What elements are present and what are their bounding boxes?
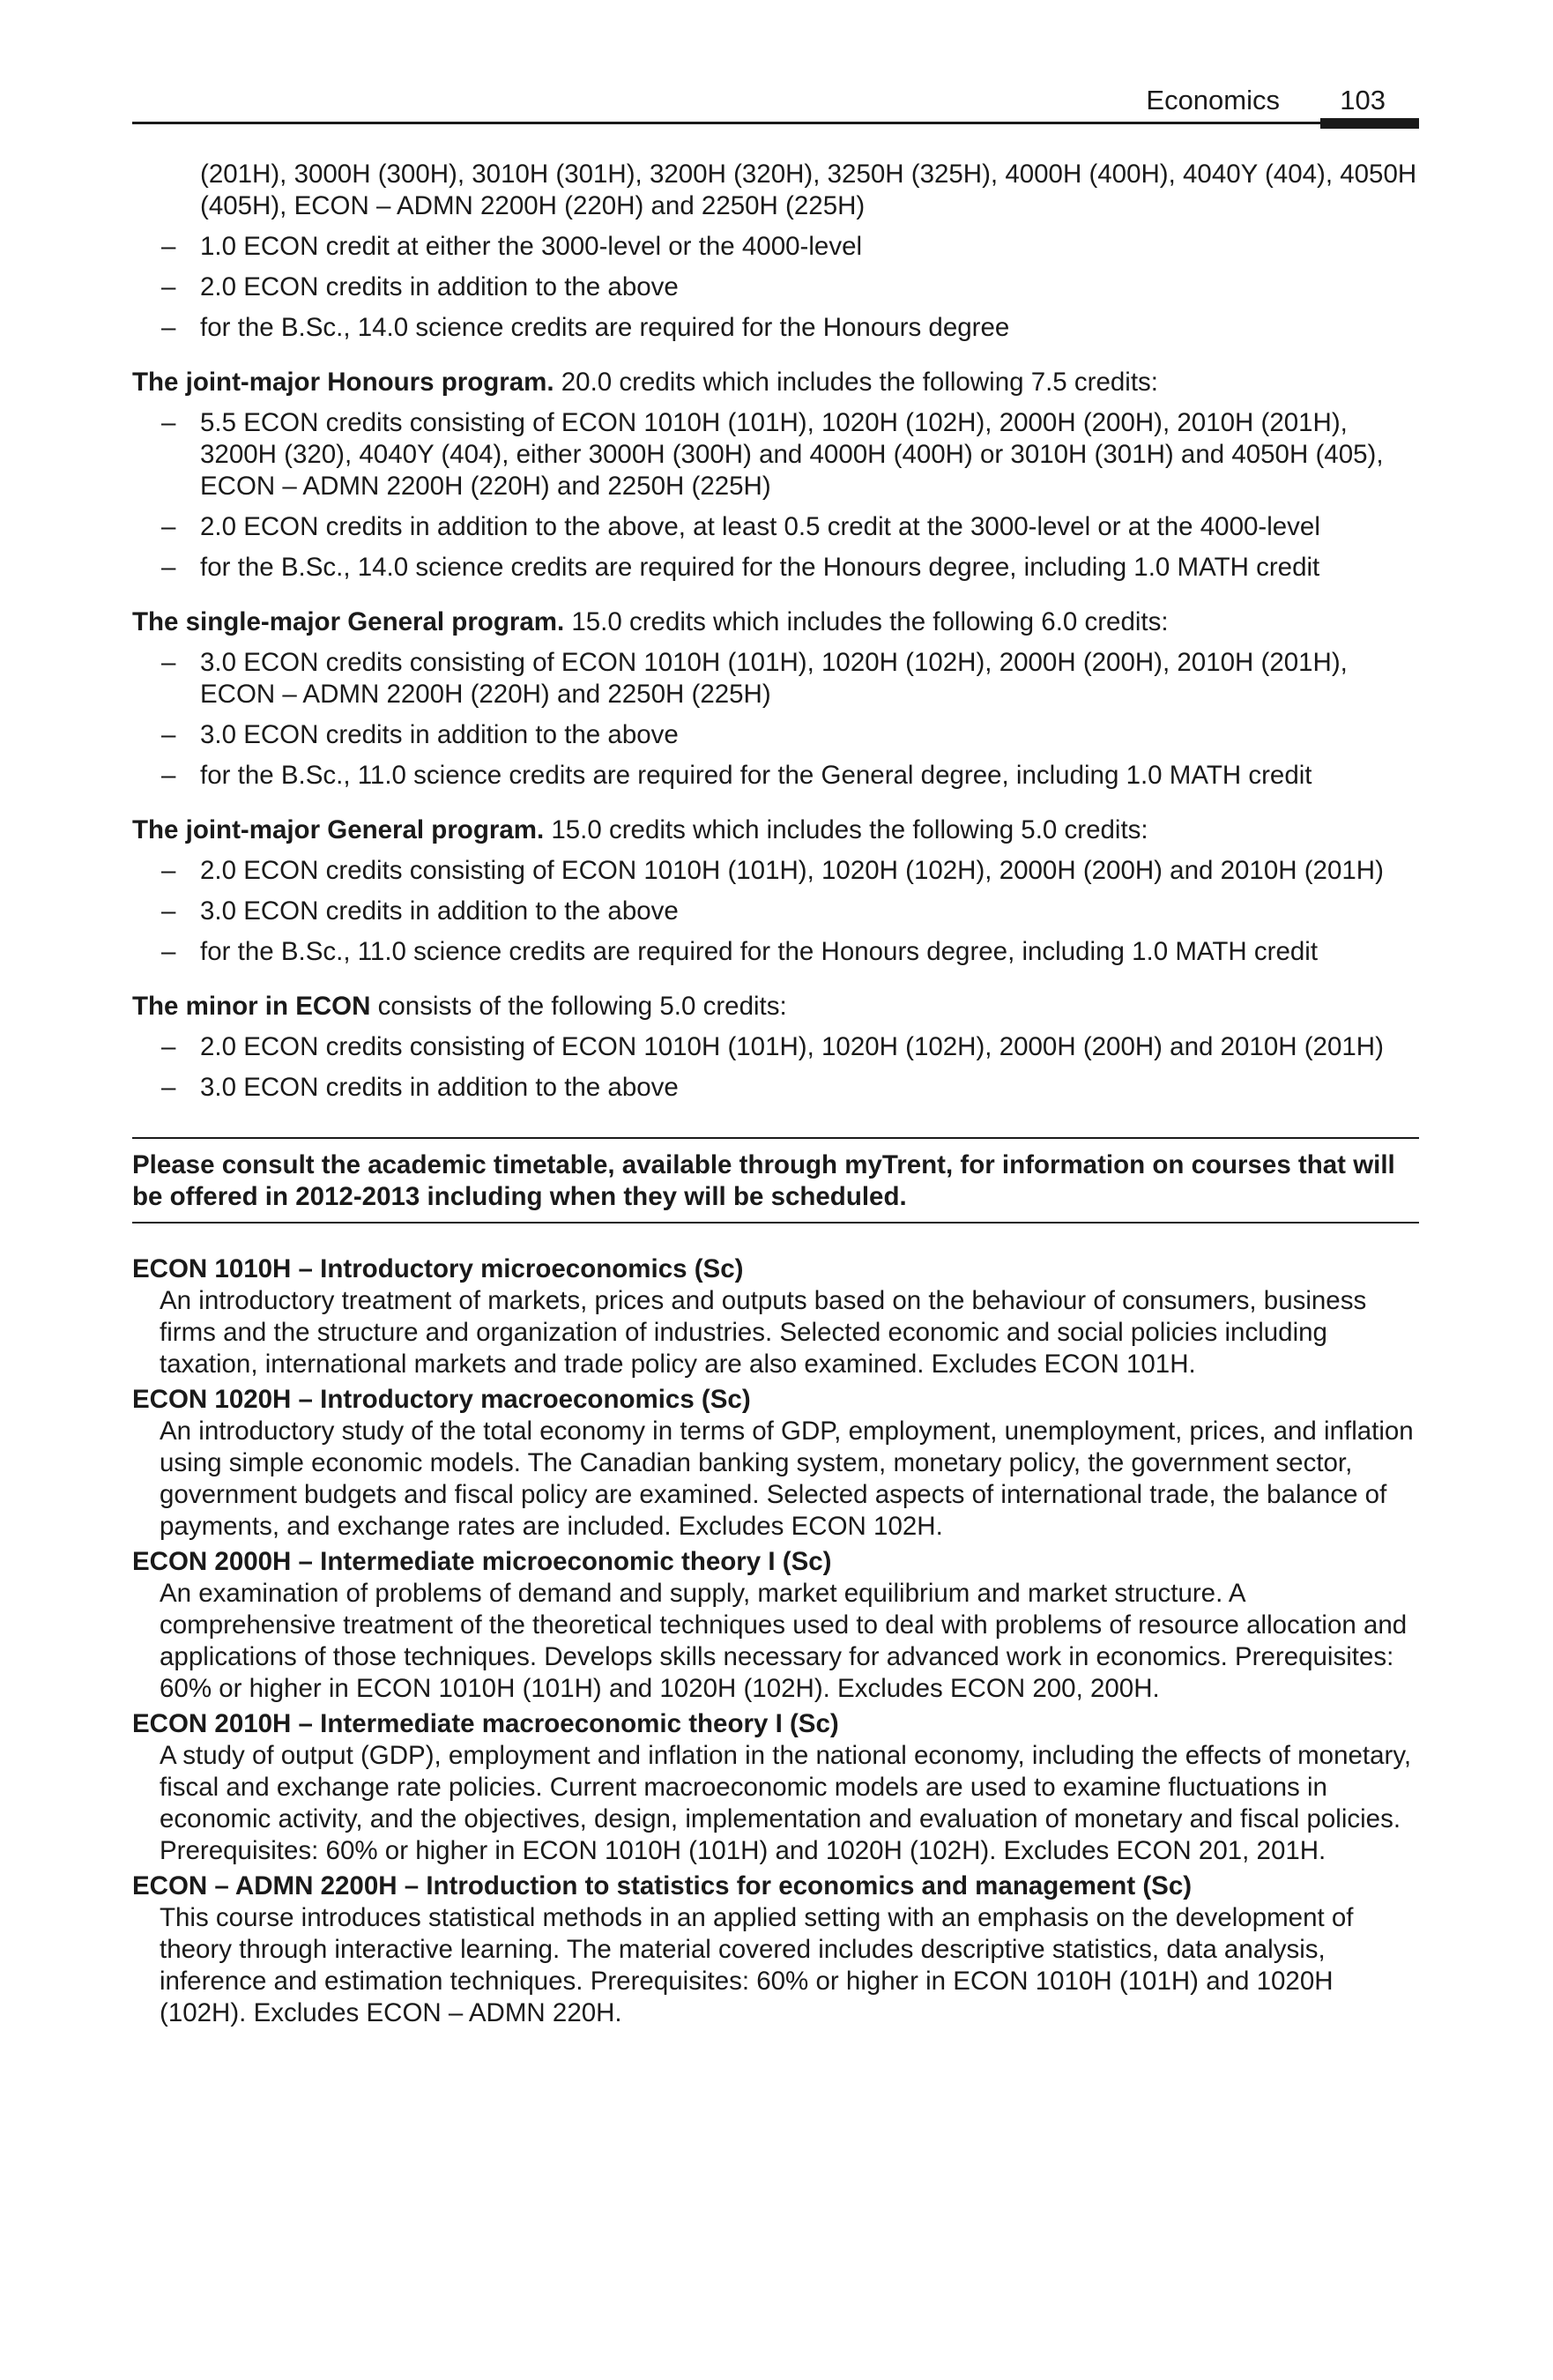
running-head-title: Economics	[1146, 85, 1280, 115]
program-intro: 15.0 credits which includes the following 5.0 credits:	[544, 815, 1148, 844]
list-item: – 2.0 ECON credits consisting of ECON 1010H (101H), 1020H (102H), 2000H (200H) and 2010H (201H)	[161, 1032, 1384, 1061]
program-heading	[132, 814, 1419, 846]
dash: –	[161, 1073, 176, 1102]
dash: –	[161, 761, 176, 790]
program-intro: 15.0 credits which includes the following 6.0 credits:	[564, 607, 1169, 636]
list-item: – 1.0 ECON credit at either the 3000-level or the 4000-level	[161, 232, 863, 261]
header-rule	[132, 122, 1377, 124]
course-entry	[132, 1384, 1419, 1543]
dash: –	[161, 408, 176, 437]
continued-program	[132, 159, 1419, 344]
course-description: This course introduces statistical methods in an applied setting with an emphasis on the development of theory through interactive learning. The material covered includes descriptive statistics, data analysis, inference and estimation techniques. Prerequisites: 60% or higher in ECON 1010H (101H) and 1020H (102H). Excludes ECON – ADMN 220H.	[160, 1903, 1354, 2027]
program-title: The joint-major Honours program.	[132, 368, 554, 397]
program-single-general	[132, 606, 1419, 792]
timetable-notice: Please consult the academic timetable, available through myTrent, for information on courses that will be offered in 2012-2013 including when they will be scheduled.	[132, 1137, 1419, 1223]
page-number: 103	[1340, 85, 1386, 115]
dash: –	[161, 896, 176, 926]
list-item: – for the B.Sc., 14.0 science credits are required for the Honours degree, including 1.0 MATH credit	[161, 553, 1320, 582]
dash: –	[161, 272, 176, 301]
program-heading	[132, 606, 1419, 638]
course-description: An introductory study of the total economy in terms of GDP, employment, unemployment, prices, and inflation using simple economic models. The Canadian banking system, monetary policy, the government sector, government budgets and fiscal policy are examined. Selected aspects of international trade, the balance of payments, and exchange rates are included. Excludes ECON 102H.	[160, 1417, 1414, 1541]
dash: –	[161, 648, 176, 677]
program-intro: 20.0 credits which includes the following 7.5 credits:	[554, 368, 1158, 397]
list-item: – for the B.Sc., 11.0 science credits are required for the Honours degree, including 1.0 MATH credit	[161, 937, 1319, 966]
course-description: An introductory treatment of markets, prices and outputs based on the behaviour of consumers, business firms and the structure and organization of industries. Selected economic and social policies including taxation, international markets and trade policy are also examined. Excludes ECON 101H.	[160, 1286, 1367, 1379]
course-entry	[132, 1546, 1419, 1705]
list-item: – 5.5 ECON credits consisting of ECON 1010H (101H), 1020H (102H), 2000H (200H), 2010H (201H), 3200H (320), 4040Y (404), either 3000H (300H) and 4000H (400H) or 3010H (301H) and 4050H (405), ECON – ADMN 2200H (220H) and 2250H (225H)	[161, 408, 1384, 501]
list-item: – 2.0 ECON credits in addition to the above	[161, 272, 679, 301]
dash: –	[161, 512, 176, 541]
dash: –	[161, 232, 176, 261]
program-title: The joint-major General program.	[132, 815, 545, 844]
course-description: A study of output (GDP), employment and inflation in the national economy, including the effects of monetary, fiscal and exchange rate policies. Current macroeconomic models are used to examine fluctuations in economic activity, and the objectives, design, implementation and evaluation of monetary and fiscal policies. Prerequisites: 60% or higher in ECON 1010H (101H) and 1020H (102H). Excludes ECON 201, 201H.	[160, 1741, 1412, 1865]
list-item: – for the B.Sc., 11.0 science credits are required for the General degree, including 1.0 MATH credit	[161, 761, 1312, 790]
program-title: The minor in ECON	[132, 992, 371, 1021]
list-item: – for the B.Sc., 14.0 science credits are required for the Honours degree	[161, 313, 1010, 342]
dash: –	[161, 856, 176, 885]
list-item: – 2.0 ECON credits consisting of ECON 1010H (101H), 1020H (102H), 2000H (200H) and 2010H (201H)	[161, 856, 1384, 885]
list-item: – 3.0 ECON credits in addition to the above	[161, 720, 679, 749]
dash: –	[161, 1032, 176, 1061]
list-item: – 2.0 ECON credits in addition to the above, at least 0.5 credit at the 3000-level or at the 4000-level	[161, 512, 1320, 541]
course-title: ECON 1020H – Introductory macroeconomics (Sc)	[132, 1385, 751, 1414]
page-body	[132, 159, 1419, 2033]
program-heading	[132, 367, 1419, 398]
program-title: The single-major General program.	[132, 607, 565, 636]
course-title: ECON 2010H – Intermediate macroeconomic theory I (Sc)	[132, 1709, 839, 1738]
program-minor	[132, 991, 1419, 1104]
program-heading	[132, 991, 1419, 1023]
course-description: An examination of problems of demand and supply, market equilibrium and market structure. A comprehensive treatment of the theoretical techniques used to deal with problems of resource allocation and applications of those techniques. Develops skills necessary for advanced work in economics. Prerequisites: 60% or higher in ECON 1010H (101H) and 1020H (102H). Excludes ECON 200, 200H.	[160, 1579, 1408, 1703]
header-tab-bar	[1320, 118, 1419, 129]
course-entry	[132, 1871, 1419, 2029]
list-item: – 3.0 ECON credits in addition to the above	[161, 1073, 679, 1102]
program-intro: consists of the following 5.0 credits:	[370, 992, 787, 1021]
list-item: – 3.0 ECON credits in addition to the above	[161, 896, 679, 926]
course-entry	[132, 1708, 1419, 1867]
course-title: ECON – ADMN 2200H – Introduction to statistics for economics and management (Sc)	[132, 1871, 1193, 1900]
page-header	[132, 81, 1419, 134]
dash: –	[161, 937, 176, 966]
continued-text: (201H), 3000H (300H), 3010H (301H), 3200H (320H), 3250H (325H), 4000H (400H), 4040Y (404), 4050H (405H), ECON – ADMN 2200H (220H) and 2250H (225H)	[200, 160, 1417, 220]
dash: –	[161, 553, 176, 582]
program-joint-honours	[132, 367, 1419, 584]
course-title: ECON 1010H – Introductory microeconomics (Sc)	[132, 1254, 744, 1283]
dash: –	[161, 720, 176, 749]
list-item: – 3.0 ECON credits consisting of ECON 1010H (101H), 1020H (102H), 2000H (200H), 2010H (201H), ECON – ADMN 2200H (220H) and 2250H (225H)	[161, 648, 1348, 709]
course-entry	[132, 1253, 1419, 1380]
course-title: ECON 2000H – Intermediate microeconomic theory I (Sc)	[132, 1547, 832, 1576]
course-list	[132, 1253, 1419, 2029]
dash: –	[161, 313, 176, 342]
program-joint-general	[132, 814, 1419, 968]
